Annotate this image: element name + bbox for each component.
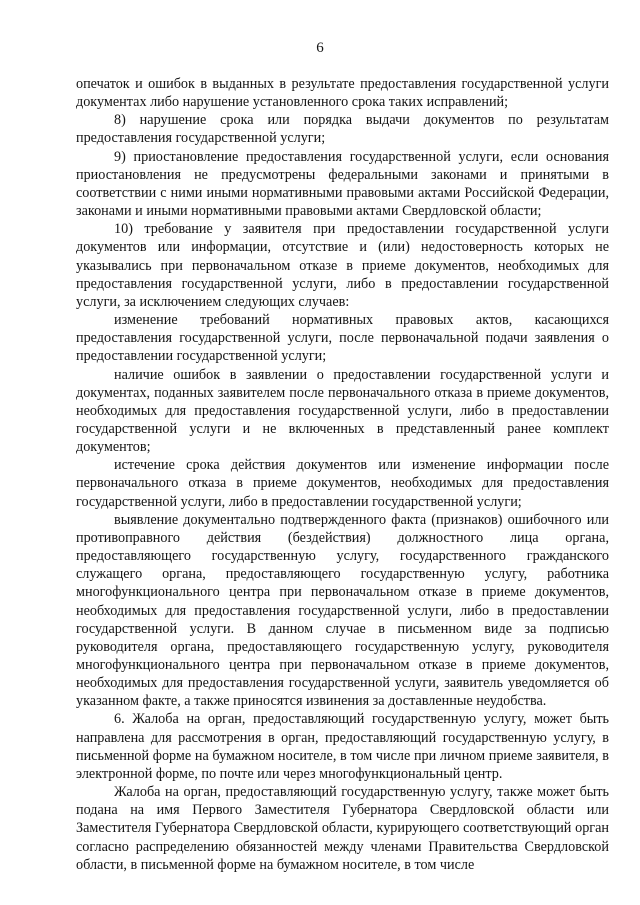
paragraph-case-expiry: истечение срока действия документов или изменение информации после первоначального отказа в приеме документов, необходимых для предоставления государственной услуги, либо в предоставлении государственной услуги; <box>76 457 609 510</box>
paragraph-continuation: опечаток и ошибок в выданных в результате предоставления государственной услуги документах либо нарушение установленного срока таких исправлений; <box>76 76 609 111</box>
paragraph-item-8: 8) нарушение срока или порядка выдачи документов по результатам предоставления государственной услуги; <box>76 112 609 147</box>
page-number: 6 <box>316 40 324 56</box>
paragraph-item-9: 9) приостановление предоставления государственной услуги, если основания приостановления не предусмотрены федеральными законами и принятыми в соответствии с ними иными нормативными правовыми актами Российской Федерации, законами и иными нормативными правовыми актами Свердловской области; <box>76 148 609 220</box>
paragraph-complaint-governor: Жалоба на орган, предоставляющий государственную услугу, также может быть подана на имя Первого Заместителя Губернатора Свердловской области или Заместителя Губернатора Свердловской области, курирующего соответствующий орган согласно распределению обязанностей между членами Правительства Свердловской области, в письменной форме на бумажном носителе, в том числе <box>76 784 609 873</box>
paragraph-section-6: 6. Жалоба на орган, предоставляющий государственную услугу, может быть направлена для рассмотрения в орган, предоставляющий государственную услугу, в письменной форме на бумажном носителе, в том числе при личном приеме заявителя, в электронной форме, по почте или через многофункциональный центр. <box>76 711 609 782</box>
document-body <box>76 75 609 874</box>
paragraph-case-errors: наличие ошибок в заявлении о предоставлении государственной услуги и документах, поданных заявителем после первоначального отказа в приеме документов, необходимых для предоставления государственной услуги, либо в предоставлении государственной услуги и не включенных в представленный ранее комплект документов; <box>76 366 609 456</box>
paragraph-item-10: 10) требование у заявителя при предоставлении государственной услуги документов или информации, отсутствие и (или) недостоверность которых не указывались при первоначальном отказе в приеме документов, необходимых для предоставления государственной услуги, либо в предоставлении государственной услуги, за исключением следующих случаев: <box>76 221 609 310</box>
paragraph-case-requirements-change: изменение требований нормативных правовых актов, касающихся предоставления государственной услуги, после первоначальной подачи заявления о предоставлении государственной услуги; <box>76 312 609 365</box>
paragraph-case-misconduct: выявление документально подтвержденного факта (признаков) ошибочного или противоправного действия (бездействия) должностного лица органа, предоставляющего государственную услугу, государственного гражданского служащего органа, предоставляющего государственную услугу, работника многофункционального центра при первоначальном отказе в приеме документов, необходимых для предоставления государственной услуги, либо в предоставлении государственной услуги. В данном случае в письменном виде за подписью руководителя органа, предоставляющего государственную услугу, руководителя многофункционального центра при первоначальном отказе в приеме документов, необходимых для предоставления государственной услуги, заявитель уведомляется об указанном факте, а также приносятся извинения за доставленные неудобства. <box>76 511 609 710</box>
